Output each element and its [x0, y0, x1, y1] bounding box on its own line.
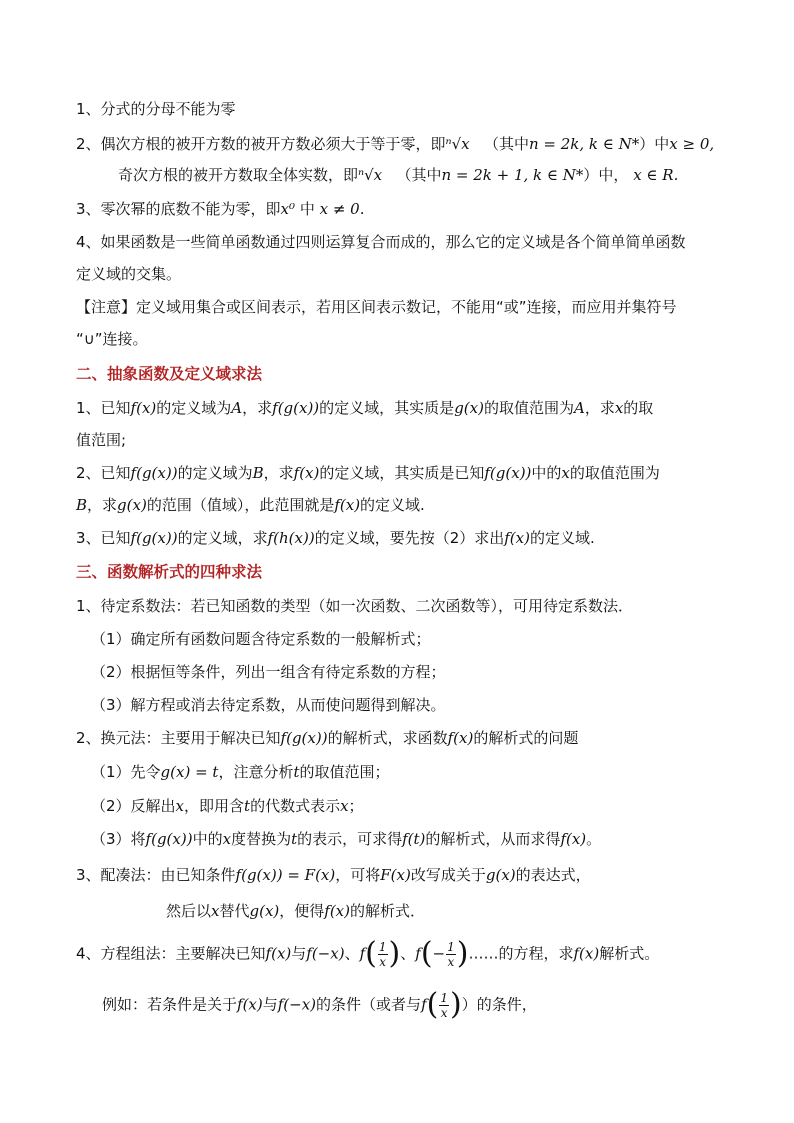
note-line-2: “∪”连接。	[76, 330, 148, 348]
formula: f(h(x))	[267, 529, 315, 547]
formula: x ∈ R.	[633, 166, 679, 184]
formula: x	[222, 830, 232, 848]
formula: B	[252, 464, 264, 482]
formula: f(x)	[324, 902, 350, 920]
line-method-4: 4、方程组法：主要解决已知f(x)与f(−x)、f( $\frac{1}{x}$ )、f(− $\frac{1}{x}$ )……的方程，求f(x)解析式。	[76, 936, 660, 971]
line-method-2-step-3: （3）将f(g(x))中的x度替换为t的表示，可求得f(t)的解析式，从而求得f(x)。	[91, 830, 602, 848]
formula: f(t)	[402, 830, 426, 848]
line-abstract-3: 3、已知f(g(x))的定义域，求f(h(x))的定义域，要先按（2）求出f(x)的定义域.	[76, 529, 595, 547]
formula: A	[573, 399, 585, 417]
formula: g(x)	[454, 399, 484, 417]
line-4: 3、零次幂的底数不能为零，即x⁰ 中 x ≠ 0.	[76, 200, 365, 218]
formula: f(x)	[560, 830, 587, 848]
line-method-3b: 然后以x替代g(x)，便得f(x)的解析式．	[166, 902, 426, 920]
formula: B	[76, 496, 88, 514]
formula: f	[421, 995, 427, 1014]
formula: A	[231, 399, 243, 417]
formula: g(x)	[249, 902, 280, 920]
formula: x	[340, 797, 349, 815]
formula: ⁿ√x	[445, 135, 470, 153]
line-method-3: 3、配凑法：由已知条件f(g(x)) = F(x)，可将F(x)改写成关于g(x)的表达式，	[76, 866, 591, 884]
line-3: 奇次方根的被开方数取全体实数，即ⁿ√x （其中n = 2k + 1, k ∈ N*）中， x ∈ R.	[118, 166, 679, 184]
formula: f(−x)	[277, 995, 317, 1014]
formula: x	[175, 797, 185, 815]
formula: x⁰	[280, 200, 296, 218]
formula: x ≥ 0,	[669, 135, 715, 153]
line-6: 定义域的交集。	[76, 265, 182, 283]
formula: f(x)	[573, 944, 600, 963]
line-method-2-step-2: （2）反解出x，即用含t的代数式表示x；	[91, 797, 364, 815]
formula: g(x)	[485, 866, 516, 884]
formula: F(x)	[380, 866, 411, 884]
formula: t	[293, 763, 300, 781]
formula: ⁿ√x	[358, 166, 383, 184]
formula: x	[211, 902, 220, 920]
line-method-1-step-2: （2）根据恒等条件，列出一组含有待定系数的方程；	[91, 663, 446, 681]
line-abstract-2: 2、已知f(g(x))的定义域为B，求f(x)的定义域，其实质是已知f(g(x))中的x的取值范围为	[76, 464, 660, 482]
formula: t	[291, 830, 298, 848]
formula: g(x)	[117, 496, 147, 514]
formula: f	[359, 944, 366, 963]
formula: f(x)	[334, 496, 361, 514]
line-method-1-step-1: （1）确定所有函数问题含待定系数的一般解析式；	[91, 630, 431, 648]
section-heading-3: 三、函数解析式的四种求法	[76, 563, 263, 581]
line-2: 2、偶次方根的被开方数的被开方数必须大于等于零，即ⁿ√x （其中n = 2k, k ∈ N*）中x ≥ 0,	[76, 135, 715, 153]
formula: f(x)	[293, 464, 320, 482]
formula: f(−x)	[306, 944, 345, 963]
line-method-1: 1、待定系数法：若已知函数的类型（如一次函数、二次函数等），可用待定系数法．	[76, 597, 634, 615]
line-example: 例如：若条件是关于f(x)与f(−x)的条件（或者与f( $\frac{1}{x}$ )）的条件，	[102, 987, 537, 1022]
section-heading-2: 二、抽象函数及定义域求法	[76, 365, 263, 383]
formula: f(g(x)) = F(x)	[235, 866, 336, 884]
line-5: 4、如果函数是一些简单函数通过四则运算复合而成的，那么它的定义域是各个简单简单函数	[76, 233, 686, 251]
formula: f(x)	[504, 529, 530, 547]
formula: f(g(x))	[130, 464, 178, 482]
note-line-1: 【注意】定义域用集合或区间表示，若用区间表示数记，不能用“或”连接，而应用并集符号	[76, 298, 677, 316]
fraction: $\frac{1}{x}$	[440, 990, 448, 1020]
formula: f(g(x))	[484, 464, 532, 482]
fraction: $\frac{1}{x}$	[378, 939, 387, 969]
formula: f(x)	[265, 944, 292, 963]
formula: f(g(x))	[145, 830, 193, 848]
line-abstract-1: 1、已知f(x)的定义域为A，求f(g(x))的定义域，其实质是g(x)的取值范围为A，求x的取	[76, 399, 654, 417]
formula: g(x) = t	[160, 763, 219, 781]
formula: n = 2k + 1, k ∈ N*	[441, 166, 584, 184]
formula: t	[244, 797, 251, 815]
formula: x ≠ 0.	[319, 200, 365, 218]
formula: f	[415, 944, 421, 963]
formula: f(g(x))	[272, 399, 320, 417]
formula: f(x)	[447, 729, 474, 747]
formula: x	[614, 399, 624, 417]
formula: f(x)	[130, 399, 157, 417]
formula: n = 2k, k ∈ N*	[528, 135, 640, 153]
formula: x	[561, 464, 570, 482]
line-method-1-step-3: （3）解方程或消去待定系数，从而使问题得到解决。	[91, 696, 446, 714]
line-1: 1、分式的分母不能为零	[76, 100, 236, 118]
formula: f(g(x))	[130, 529, 178, 547]
line-method-2: 2、换元法：主要用于解决已知f(g(x))的解析式，求函数f(x)的解析式的问题	[76, 729, 579, 747]
formula: f(g(x))	[280, 729, 328, 747]
line-method-2-step-1: （1）先令g(x) = t，注意分析t的取值范围；	[91, 763, 390, 781]
formula: f(x)	[237, 995, 263, 1014]
line-abstract-2b: B，求g(x)的范围（值域），此范围就是f(x)的定义域.	[76, 496, 425, 514]
fraction: $\frac{1}{x}$	[447, 939, 455, 969]
line-abstract-1b: 值范围;	[76, 431, 127, 449]
